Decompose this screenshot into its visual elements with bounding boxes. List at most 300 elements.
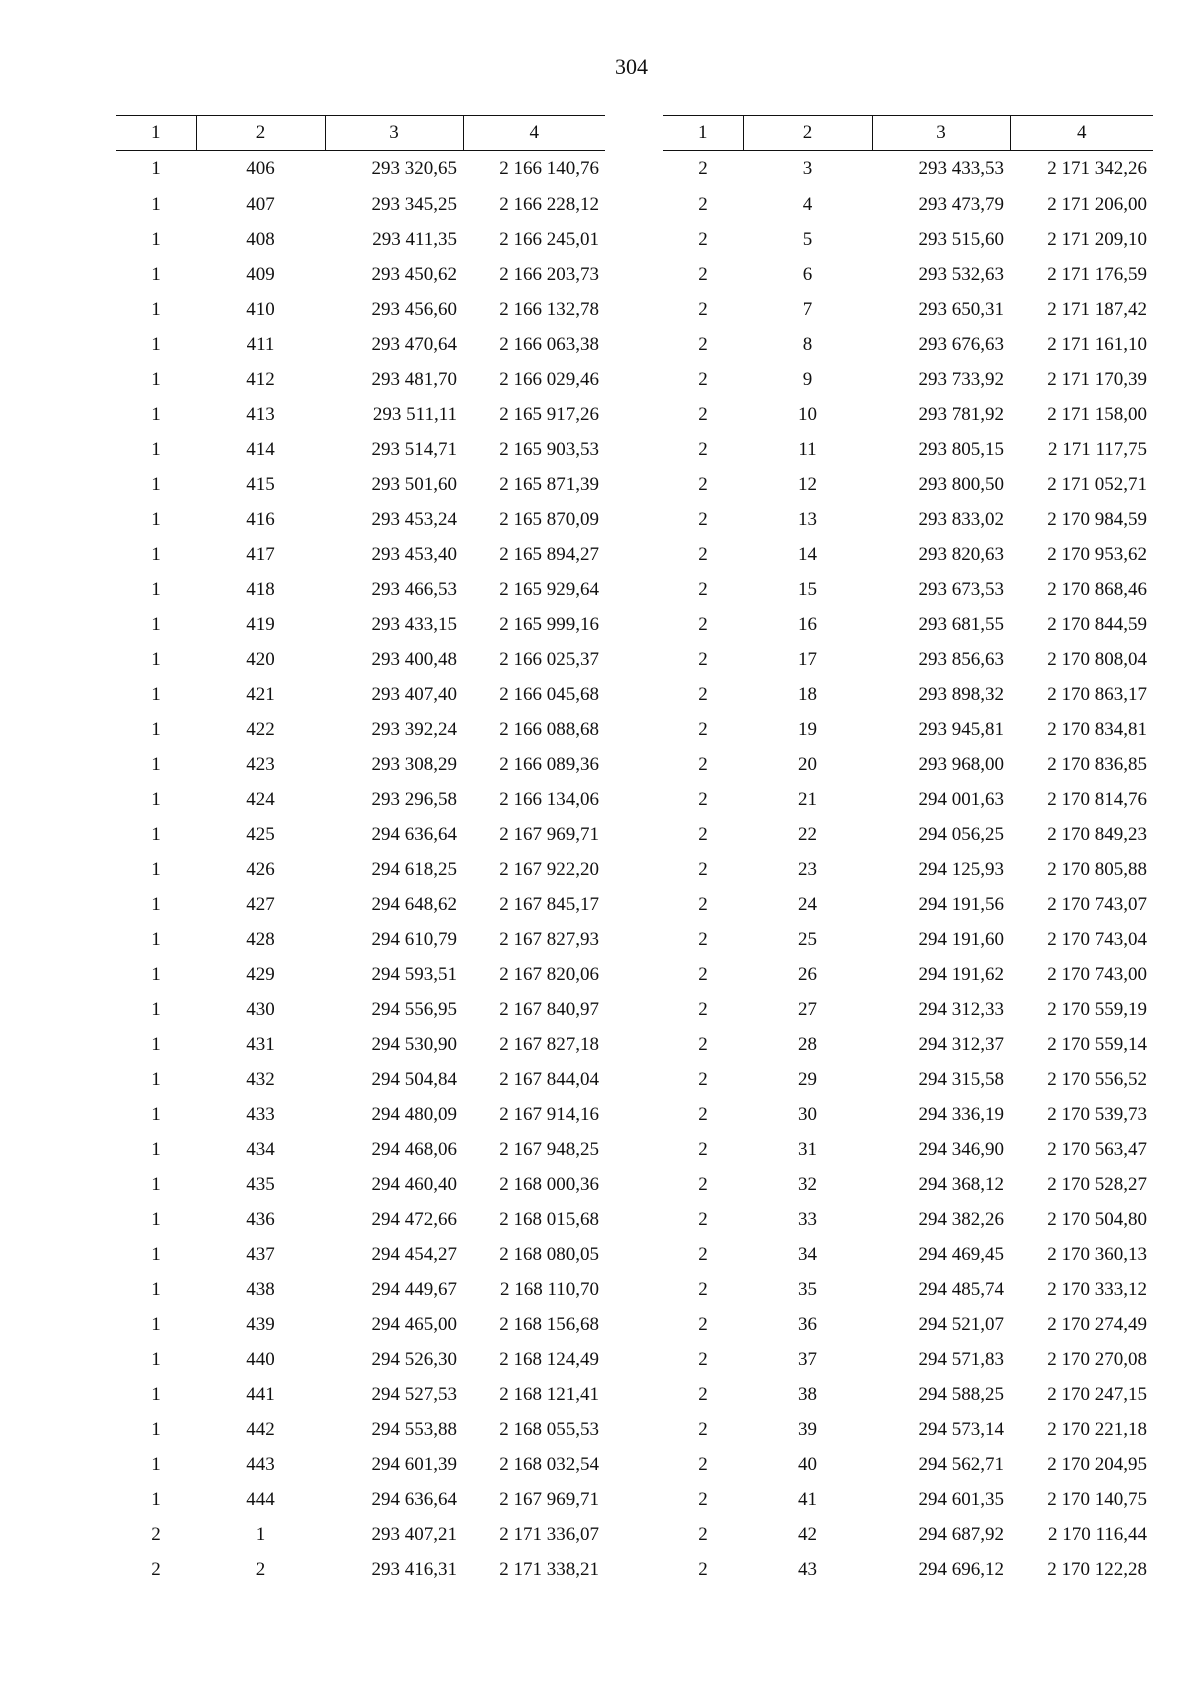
point-number-cell: 14 — [798, 543, 817, 565]
x-coordinate-cell: 293 833,02 — [918, 508, 1004, 530]
table-row — [663, 642, 1153, 677]
point-number-cell: 441 — [246, 1383, 275, 1405]
y-coordinate-cell: 2 170 849,23 — [1047, 823, 1147, 845]
zone-number-cell: 1 — [151, 1453, 161, 1475]
table-row — [663, 1167, 1153, 1202]
x-coordinate-cell: 294 527,53 — [371, 1383, 457, 1405]
y-coordinate-cell: 2 171 170,39 — [1047, 368, 1147, 390]
table-row — [116, 747, 605, 782]
x-coordinate-cell: 293 515,60 — [918, 228, 1004, 250]
point-number-cell: 427 — [246, 893, 275, 915]
x-coordinate-cell: 294 191,62 — [918, 963, 1004, 985]
table-row — [116, 1552, 605, 1587]
y-coordinate-cell: 2 166 063,38 — [499, 333, 599, 355]
x-coordinate-cell: 293 433,15 — [371, 613, 457, 635]
point-number-cell: 419 — [246, 613, 275, 635]
zone-number-cell: 1 — [151, 963, 161, 985]
x-coordinate-cell: 294 618,25 — [371, 858, 457, 880]
point-number-cell: 19 — [798, 718, 817, 740]
zone-number-cell: 1 — [151, 158, 161, 179]
y-coordinate-cell: 2 168 055,53 — [499, 1418, 599, 1440]
x-coordinate-cell: 293 856,63 — [918, 648, 1004, 670]
zone-number-cell: 2 — [151, 1523, 161, 1545]
zone-number-cell: 2 — [698, 1313, 708, 1335]
y-coordinate-cell: 2 171 158,00 — [1047, 403, 1147, 425]
point-number-cell: 432 — [246, 1068, 275, 1090]
point-number-cell: 436 — [246, 1208, 275, 1230]
table-row — [116, 151, 605, 188]
table-row — [663, 607, 1153, 642]
zone-number-cell: 2 — [698, 823, 708, 845]
point-number-cell: 429 — [246, 963, 275, 985]
table-row — [116, 1482, 605, 1517]
x-coordinate-cell: 293 466,53 — [371, 578, 457, 600]
table-row — [116, 817, 605, 852]
point-number-cell: 29 — [798, 1068, 817, 1090]
x-coordinate-cell: 294 601,39 — [371, 1453, 457, 1475]
zone-number-cell: 2 — [698, 473, 708, 495]
table-row — [116, 922, 605, 957]
point-number-cell: 408 — [246, 228, 275, 250]
zone-number-cell: 1 — [151, 298, 161, 320]
table-row — [663, 1202, 1153, 1237]
table-row — [116, 712, 605, 747]
point-number-cell: 36 — [798, 1313, 817, 1335]
point-number-cell: 442 — [246, 1418, 275, 1440]
point-number-cell: 416 — [246, 508, 275, 530]
x-coordinate-cell: 293 532,63 — [918, 263, 1004, 285]
table-row — [116, 327, 605, 362]
x-coordinate-cell: 293 453,24 — [371, 508, 457, 530]
x-coordinate-cell: 294 485,74 — [918, 1278, 1004, 1300]
point-number-cell: 439 — [246, 1313, 275, 1335]
y-coordinate-cell: 2 166 029,46 — [499, 368, 599, 390]
column-header: 3 — [325, 116, 463, 151]
table-row — [663, 1447, 1153, 1482]
point-number-cell: 15 — [798, 578, 817, 600]
y-coordinate-cell: 2 170 559,19 — [1047, 998, 1147, 1020]
y-coordinate-cell: 2 171 176,59 — [1047, 263, 1147, 285]
point-number-cell: 27 — [798, 998, 817, 1020]
zone-number-cell: 2 — [698, 1068, 708, 1090]
coordinates-table-left — [116, 115, 605, 1587]
point-number-cell: 43 — [798, 1558, 817, 1580]
zone-number-cell: 1 — [151, 438, 161, 460]
y-coordinate-cell: 2 170 539,73 — [1047, 1103, 1147, 1125]
y-coordinate-cell: 2 167 827,93 — [499, 928, 599, 950]
point-number-cell: 434 — [246, 1138, 275, 1160]
x-coordinate-cell: 294 191,60 — [918, 928, 1004, 950]
x-coordinate-cell: 293 800,50 — [918, 473, 1004, 495]
table-row — [116, 1272, 605, 1307]
x-coordinate-cell: 294 530,90 — [371, 1033, 457, 1055]
point-number-cell: 411 — [246, 333, 275, 355]
x-coordinate-cell: 294 687,92 — [918, 1523, 1004, 1545]
x-coordinate-cell: 294 454,27 — [371, 1243, 457, 1265]
x-coordinate-cell: 293 650,31 — [918, 298, 1004, 320]
x-coordinate-cell: 293 511,11 — [372, 403, 457, 425]
x-coordinate-cell: 294 588,25 — [918, 1383, 1004, 1405]
zone-number-cell: 2 — [698, 648, 708, 670]
zone-number-cell: 1 — [151, 1348, 161, 1370]
table-row — [116, 1132, 605, 1167]
x-coordinate-cell: 294 553,88 — [371, 1418, 457, 1440]
y-coordinate-cell: 2 165 871,39 — [499, 473, 599, 495]
x-coordinate-cell: 294 312,33 — [918, 998, 1004, 1020]
table-row — [663, 887, 1153, 922]
x-coordinate-cell: 294 636,64 — [371, 823, 457, 845]
point-number-cell: 440 — [246, 1348, 275, 1370]
y-coordinate-cell: 2 168 156,68 — [499, 1313, 599, 1335]
point-number-cell: 435 — [246, 1173, 275, 1195]
point-number-cell: 437 — [246, 1243, 275, 1265]
y-coordinate-cell: 2 170 504,80 — [1047, 1208, 1147, 1230]
x-coordinate-cell: 293 308,29 — [371, 753, 457, 775]
zone-number-cell: 2 — [698, 263, 708, 285]
point-number-cell: 414 — [246, 438, 275, 460]
point-number-cell: 12 — [798, 473, 817, 495]
table-row — [116, 887, 605, 922]
x-coordinate-cell: 294 001,63 — [918, 788, 1004, 810]
x-coordinate-cell: 294 573,14 — [918, 1418, 1004, 1440]
zone-number-cell: 1 — [151, 613, 161, 635]
x-coordinate-cell: 294 368,12 — [918, 1173, 1004, 1195]
y-coordinate-cell: 2 167 840,97 — [499, 998, 599, 1020]
table-row — [116, 502, 605, 537]
zone-number-cell: 2 — [698, 543, 708, 565]
table-row — [116, 187, 605, 222]
point-number-cell: 33 — [798, 1208, 817, 1230]
y-coordinate-cell: 2 166 045,68 — [499, 683, 599, 705]
x-coordinate-cell: 294 468,06 — [371, 1138, 457, 1160]
zone-number-cell: 1 — [151, 1383, 161, 1405]
point-number-cell: 20 — [798, 753, 817, 775]
table-row — [116, 1097, 605, 1132]
point-number-cell: 40 — [798, 1453, 817, 1475]
y-coordinate-cell: 2 167 845,17 — [499, 893, 599, 915]
y-coordinate-cell: 2 170 556,52 — [1047, 1068, 1147, 1090]
zone-number-cell: 1 — [151, 1418, 161, 1440]
point-number-cell: 35 — [798, 1278, 817, 1300]
table-row — [116, 572, 605, 607]
x-coordinate-cell: 293 514,71 — [371, 438, 457, 460]
y-coordinate-cell: 2 171 342,26 — [1047, 158, 1147, 179]
zone-number-cell: 1 — [151, 508, 161, 530]
y-coordinate-cell: 2 166 025,37 — [499, 648, 599, 670]
table-row — [663, 537, 1153, 572]
point-number-cell: 413 — [246, 403, 275, 425]
x-coordinate-cell: 293 481,70 — [371, 368, 457, 390]
zone-number-cell: 2 — [698, 998, 708, 1020]
y-coordinate-cell: 2 170 528,27 — [1047, 1173, 1147, 1195]
table-row — [116, 292, 605, 327]
zone-number-cell: 2 — [698, 893, 708, 915]
column-header: 1 — [116, 116, 196, 151]
table-row — [116, 537, 605, 572]
table-row — [663, 712, 1153, 747]
point-number-cell: 415 — [246, 473, 275, 495]
table-row — [116, 642, 605, 677]
zone-number-cell: 1 — [151, 193, 161, 215]
table-row — [663, 572, 1153, 607]
y-coordinate-cell: 2 170 743,07 — [1047, 893, 1147, 915]
zone-number-cell: 1 — [151, 788, 161, 810]
x-coordinate-cell: 293 805,15 — [918, 438, 1004, 460]
zone-number-cell: 2 — [698, 1208, 708, 1230]
zone-number-cell: 2 — [698, 1103, 708, 1125]
zone-number-cell: 2 — [698, 1138, 708, 1160]
column-header: 4 — [1010, 116, 1153, 151]
table-row — [663, 1412, 1153, 1447]
point-number-cell: 41 — [798, 1488, 817, 1510]
point-number-cell: 9 — [802, 368, 813, 390]
table-row — [663, 292, 1153, 327]
x-coordinate-cell: 294 480,09 — [371, 1103, 457, 1125]
table-row — [663, 1307, 1153, 1342]
point-number-cell: 6 — [802, 263, 813, 285]
column-header: 1 — [663, 116, 743, 151]
table-row — [663, 502, 1153, 537]
zone-number-cell: 2 — [698, 1348, 708, 1370]
y-coordinate-cell: 2 170 559,14 — [1047, 1033, 1147, 1055]
x-coordinate-cell: 293 945,81 — [918, 718, 1004, 740]
x-coordinate-cell: 294 610,79 — [371, 928, 457, 950]
zone-number-cell: 2 — [698, 1033, 708, 1055]
y-coordinate-cell: 2 170 247,15 — [1047, 1383, 1147, 1405]
table-row — [663, 957, 1153, 992]
zone-number-cell: 1 — [151, 1488, 161, 1510]
point-number-cell: 30 — [798, 1103, 817, 1125]
table-row — [116, 1062, 605, 1097]
x-coordinate-cell: 294 472,66 — [371, 1208, 457, 1230]
x-coordinate-cell: 293 407,21 — [371, 1523, 457, 1545]
zone-number-cell: 1 — [151, 368, 161, 390]
point-number-cell: 407 — [246, 193, 275, 215]
y-coordinate-cell: 2 168 121,41 — [499, 1383, 599, 1405]
x-coordinate-cell: 294 593,51 — [371, 963, 457, 985]
x-coordinate-cell: 294 346,90 — [918, 1138, 1004, 1160]
table-row — [663, 1552, 1153, 1587]
table-row — [663, 992, 1153, 1027]
table-row — [116, 1342, 605, 1377]
table-row — [663, 1097, 1153, 1132]
table-row — [116, 1307, 605, 1342]
y-coordinate-cell: 2 170 984,59 — [1047, 508, 1147, 530]
zone-number-cell: 1 — [151, 1033, 161, 1055]
zone-number-cell: 2 — [698, 228, 708, 250]
table-row — [116, 677, 605, 712]
y-coordinate-cell: 2 170 140,75 — [1047, 1488, 1147, 1510]
x-coordinate-cell: 293 733,92 — [918, 368, 1004, 390]
point-number-cell: 32 — [798, 1173, 817, 1195]
point-number-cell: 39 — [798, 1418, 817, 1440]
y-coordinate-cell: 2 171 336,07 — [499, 1523, 599, 1545]
y-coordinate-cell: 2 170 122,28 — [1047, 1558, 1147, 1580]
table-row — [663, 151, 1153, 188]
y-coordinate-cell: 2 171 187,42 — [1047, 298, 1147, 320]
point-number-cell: 410 — [246, 298, 275, 320]
coordinates-table-right — [663, 115, 1153, 1587]
point-number-cell: 430 — [246, 998, 275, 1020]
x-coordinate-cell: 294 460,40 — [371, 1173, 457, 1195]
table-row — [116, 362, 605, 397]
y-coordinate-cell: 2 166 140,76 — [499, 158, 599, 179]
table-header-row — [116, 116, 605, 151]
table-row — [116, 1167, 605, 1202]
y-coordinate-cell: 2 167 969,71 — [499, 823, 599, 845]
table-row — [116, 222, 605, 257]
table-row — [663, 222, 1153, 257]
zone-number-cell: 2 — [698, 1383, 708, 1405]
x-coordinate-cell: 293 345,25 — [371, 193, 457, 215]
zone-number-cell: 2 — [698, 193, 708, 215]
table-row — [116, 257, 605, 292]
point-number-cell: 426 — [246, 858, 275, 880]
y-coordinate-cell: 2 170 221,18 — [1047, 1418, 1147, 1440]
table-row — [663, 1237, 1153, 1272]
x-coordinate-cell: 294 526,30 — [371, 1348, 457, 1370]
x-coordinate-cell: 294 465,00 — [371, 1313, 457, 1335]
column-header: 4 — [463, 116, 605, 151]
point-number-cell: 11 — [798, 438, 817, 460]
table-row — [116, 957, 605, 992]
y-coordinate-cell: 2 167 914,16 — [499, 1103, 599, 1125]
x-coordinate-cell: 294 571,83 — [918, 1348, 1004, 1370]
zone-number-cell: 1 — [151, 1138, 161, 1160]
point-number-cell: 418 — [246, 578, 275, 600]
y-coordinate-cell: 2 166 089,36 — [499, 753, 599, 775]
x-coordinate-cell: 293 676,63 — [918, 333, 1004, 355]
zone-number-cell: 1 — [151, 648, 161, 670]
y-coordinate-cell: 2 170 204,95 — [1047, 1453, 1147, 1475]
point-number-cell: 1 — [255, 1523, 266, 1545]
x-coordinate-cell: 293 968,00 — [918, 753, 1004, 775]
table-row — [663, 187, 1153, 222]
table-row — [116, 397, 605, 432]
y-coordinate-cell: 2 170 814,76 — [1047, 788, 1147, 810]
y-coordinate-cell: 2 170 333,12 — [1047, 1278, 1147, 1300]
x-coordinate-cell: 294 449,67 — [371, 1278, 457, 1300]
page-number: 304 — [615, 54, 648, 79]
zone-number-cell: 2 — [698, 683, 708, 705]
point-number-cell: 21 — [798, 788, 817, 810]
table-row — [116, 1202, 605, 1237]
zone-number-cell: 1 — [151, 1173, 161, 1195]
y-coordinate-cell: 2 167 948,25 — [499, 1138, 599, 1160]
zone-number-cell: 2 — [698, 788, 708, 810]
y-coordinate-cell: 2 165 999,16 — [499, 613, 599, 635]
y-coordinate-cell: 2 165 903,53 — [499, 438, 599, 460]
zone-number-cell: 1 — [151, 1278, 161, 1300]
y-coordinate-cell: 2 167 922,20 — [499, 858, 599, 880]
y-coordinate-cell: 2 167 844,04 — [499, 1068, 599, 1090]
point-number-cell: 412 — [246, 368, 275, 390]
zone-number-cell: 1 — [151, 893, 161, 915]
point-number-cell: 17 — [798, 648, 817, 670]
point-number-cell: 422 — [246, 718, 275, 740]
table-row — [116, 992, 605, 1027]
zone-number-cell: 2 — [698, 1488, 708, 1510]
x-coordinate-cell: 294 125,93 — [918, 858, 1004, 880]
point-number-cell: 443 — [246, 1453, 275, 1475]
zone-number-cell: 2 — [698, 1523, 708, 1545]
point-number-cell: 417 — [246, 543, 275, 565]
point-number-cell: 424 — [246, 788, 275, 810]
x-coordinate-cell: 293 453,40 — [371, 543, 457, 565]
table-row — [663, 257, 1153, 292]
y-coordinate-cell: 2 171 052,71 — [1047, 473, 1147, 495]
point-number-cell: 431 — [246, 1033, 275, 1055]
zone-number-cell: 1 — [151, 1313, 161, 1335]
zone-number-cell: 2 — [698, 1243, 708, 1265]
table-row — [116, 852, 605, 887]
x-coordinate-cell: 294 521,07 — [918, 1313, 1004, 1335]
point-number-cell: 4 — [802, 193, 813, 215]
zone-number-cell: 2 — [698, 1173, 708, 1195]
point-number-cell: 42 — [798, 1523, 817, 1545]
table-row — [663, 922, 1153, 957]
table-row — [663, 1482, 1153, 1517]
point-number-cell: 433 — [246, 1103, 275, 1125]
zone-number-cell: 2 — [698, 928, 708, 950]
table-row — [663, 1377, 1153, 1412]
x-coordinate-cell: 294 336,19 — [918, 1103, 1004, 1125]
y-coordinate-cell: 2 171 209,10 — [1047, 228, 1147, 250]
table-row — [116, 432, 605, 467]
y-coordinate-cell: 2 170 834,81 — [1047, 718, 1147, 740]
table-row — [663, 1517, 1153, 1552]
y-coordinate-cell: 2 166 132,78 — [499, 298, 599, 320]
zone-number-cell: 1 — [151, 228, 161, 250]
table-row — [116, 782, 605, 817]
x-coordinate-cell: 293 673,53 — [918, 578, 1004, 600]
column-header: 3 — [872, 116, 1010, 151]
table-row — [116, 1517, 605, 1552]
x-coordinate-cell: 293 407,40 — [371, 683, 457, 705]
point-number-cell: 24 — [798, 893, 817, 915]
y-coordinate-cell: 2 171 161,10 — [1047, 333, 1147, 355]
y-coordinate-cell: 2 166 088,68 — [499, 718, 599, 740]
point-number-cell: 13 — [798, 508, 817, 530]
table-row — [116, 1412, 605, 1447]
column-header: 2 — [196, 116, 325, 151]
y-coordinate-cell: 2 170 805,88 — [1047, 858, 1147, 880]
table-row — [663, 1132, 1153, 1167]
zone-number-cell: 2 — [698, 333, 708, 355]
zone-number-cell: 2 — [698, 1453, 708, 1475]
x-coordinate-cell: 293 400,48 — [371, 648, 457, 670]
y-coordinate-cell: 2 170 743,00 — [1047, 963, 1147, 985]
table-body-left — [116, 151, 605, 1588]
zone-number-cell: 2 — [698, 753, 708, 775]
zone-number-cell: 1 — [151, 1068, 161, 1090]
y-coordinate-cell: 2 168 110,70 — [499, 1278, 599, 1300]
point-number-cell: 428 — [246, 928, 275, 950]
y-coordinate-cell: 2 165 870,09 — [499, 508, 599, 530]
x-coordinate-cell: 294 191,56 — [918, 893, 1004, 915]
x-coordinate-cell: 293 898,32 — [918, 683, 1004, 705]
table-header-row — [663, 116, 1153, 151]
x-coordinate-cell: 293 473,79 — [918, 193, 1004, 215]
table-row — [663, 852, 1153, 887]
y-coordinate-cell: 2 168 032,54 — [499, 1453, 599, 1475]
zone-number-cell: 2 — [698, 438, 708, 460]
zone-number-cell: 1 — [151, 333, 161, 355]
x-coordinate-cell: 294 056,25 — [918, 823, 1004, 845]
zone-number-cell: 2 — [698, 158, 708, 179]
x-coordinate-cell: 293 470,64 — [371, 333, 457, 355]
point-number-cell: 406 — [246, 158, 275, 179]
